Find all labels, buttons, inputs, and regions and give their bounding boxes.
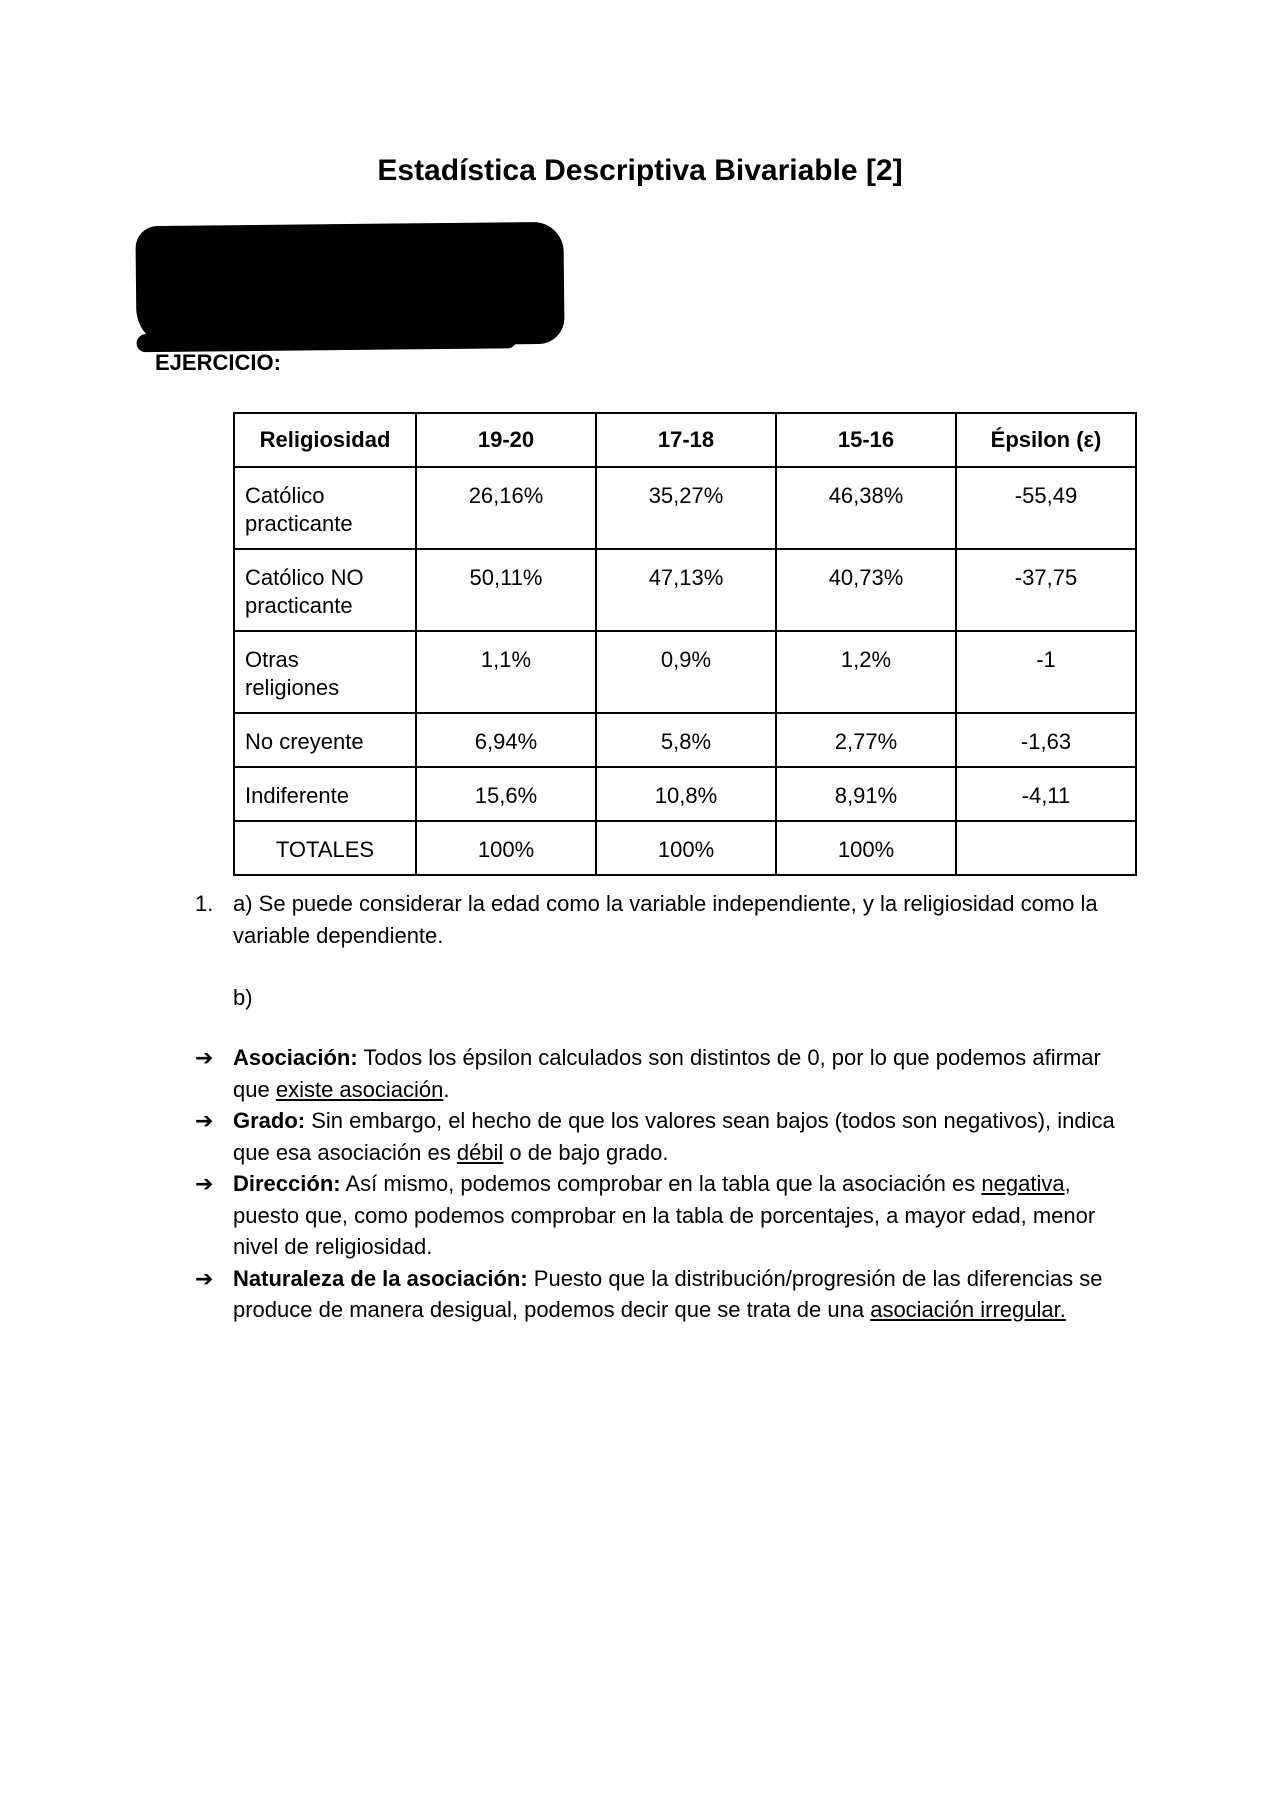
list-item — [195, 1263, 1135, 1326]
table-cell: 2,77% — [776, 713, 956, 767]
document-title: Estadística Descriptiva Bivariable [2] — [377, 154, 903, 187]
text: . — [443, 1076, 450, 1102]
table-cell: 5,8% — [596, 713, 776, 767]
table-cell: 100% — [596, 821, 776, 875]
table-row-totals — [234, 821, 1136, 875]
header-epsilon: Épsilon (ε) — [956, 413, 1136, 467]
table-cell: 6,94% — [416, 713, 596, 767]
header-19-20: 19-20 — [416, 413, 596, 467]
conclusions-list — [195, 1042, 1135, 1326]
table-cell: -1 — [956, 631, 1136, 713]
term-asociacion: Asociación: — [233, 1045, 358, 1070]
row-label: Indiferente — [234, 767, 416, 821]
text: , puesto que, como podemos comprobar en la tabla de porcentajes, a mayor edad, menor nivel de religiosidad. — [233, 1171, 1096, 1259]
arrow-right-icon: ➔ — [195, 1265, 214, 1291]
table-cell: -55,49 — [956, 467, 1136, 549]
table-row — [234, 631, 1136, 713]
row-label: TOTALES — [234, 821, 416, 875]
table-cell: -4,11 — [956, 767, 1136, 821]
table-cell: 1,1% — [416, 631, 596, 713]
text: Así mismo, podemos comprobar en la tabla que la asociación es — [340, 1171, 982, 1196]
text: Todos los épsilon calculados son distintos de 0, por lo que podemos afirmar que — [233, 1045, 1101, 1102]
table-cell: 26,16% — [416, 467, 596, 549]
redaction-block — [135, 222, 564, 348]
underlined-text: existe asociación — [275, 1076, 444, 1102]
term-direccion: Dirección: — [233, 1171, 341, 1196]
religiosity-table — [233, 412, 1137, 876]
table-cell: 10,8% — [596, 767, 776, 821]
underlined-text: asociación irregular. — [870, 1297, 1066, 1322]
table-row — [234, 467, 1136, 549]
header-17-18: 17-18 — [596, 413, 776, 467]
list-item — [195, 1168, 1135, 1263]
question-1 — [195, 888, 1125, 1014]
table-cell: 100% — [776, 821, 956, 875]
table-cell: 0,9% — [596, 631, 776, 713]
table-cell: 100% — [416, 821, 596, 875]
underlined-text: débil — [456, 1139, 504, 1165]
row-label: Católico practicante — [234, 467, 416, 549]
question-number: 1. — [195, 891, 214, 916]
table-cell: 15,6% — [416, 767, 596, 821]
header-15-16: 15-16 — [776, 413, 956, 467]
text: Puesto que la distribución/progresión de las diferencias se produce de manera desigual, podemos decir que se trata de una — [233, 1265, 1103, 1322]
table-cell: -37,75 — [956, 549, 1136, 631]
table-cell: 50,11% — [416, 549, 596, 631]
list-item — [195, 1042, 1135, 1105]
table-cell: 40,73% — [776, 549, 956, 631]
text: o de bajo grado. — [503, 1139, 669, 1165]
table-cell: 8,91% — [776, 767, 956, 821]
arrow-right-icon: ➔ — [195, 1108, 214, 1133]
arrow-right-icon: ➔ — [195, 1045, 214, 1070]
underlined-text: negativa — [981, 1171, 1065, 1196]
table-cell: 47,13% — [596, 549, 776, 631]
row-label: Católico NO practicante — [234, 549, 416, 631]
table-row — [234, 767, 1136, 821]
table-header-row — [234, 413, 1136, 467]
table-cell: 46,38% — [776, 467, 956, 549]
table-cell — [956, 821, 1136, 875]
section-heading: EJERCICIO: — [155, 350, 281, 375]
text: Sin embargo, el hecho de que los valores sean bajos (todos son negativos), indica que esa asociación es — [233, 1108, 1115, 1165]
arrow-right-icon: ➔ — [195, 1171, 214, 1196]
table-row — [234, 713, 1136, 767]
term-grado: Grado: — [233, 1108, 306, 1133]
term-naturaleza: Naturaleza de la asociación: — [233, 1265, 528, 1291]
answer-b: b) — [233, 985, 253, 1010]
header-religiosidad: Religiosidad — [234, 413, 416, 467]
table-cell: -1,63 — [956, 713, 1136, 767]
list-item — [195, 1105, 1135, 1168]
answer-a: a) Se puede considerar la edad como la variable independiente, y la religiosidad como la variable dependiente. — [233, 891, 1098, 948]
row-label: Otras religiones — [234, 631, 416, 713]
row-label: No creyente — [234, 713, 416, 767]
table-cell: 1,2% — [776, 631, 956, 713]
table-cell: 35,27% — [596, 467, 776, 549]
table-row — [234, 549, 1136, 631]
